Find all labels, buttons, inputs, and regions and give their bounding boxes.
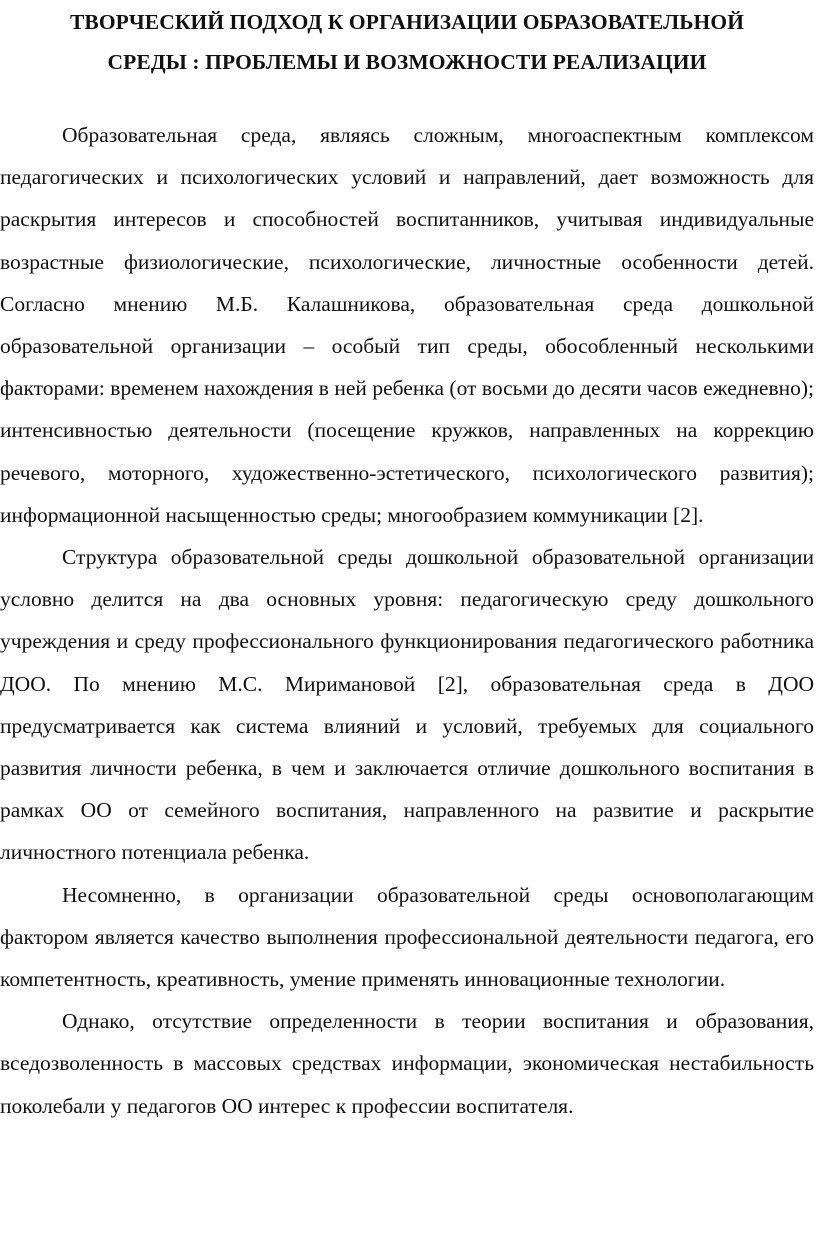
paragraph-1: Образовательная среда, являясь сложным, многоаспектным комплексом педагогических и психологических условий и направлений, дает возможность для раскрытия интересов и способностей воспитанников, учитывая индивидуальные возрастные физиологические, психологические, личностные особенности детей. Согласно мнению М.Б. Калашникова, образовательная среда дошкольной образовательной организации – особый тип среды, обособленный несколькими факторами: временем нахождения в ней ребенка (от восьми до десяти часов ежедневно); интенсивностью деятельности (посещение кружков, направленных на коррекцию речевого, моторного, художественно-эстетического, психологического развития); информационной насыщенностью среды; многообразием коммуникации [2]. [0, 123, 814, 527]
paragraph-3: Несомненно, в организации образовательной среды основополагающим фактором является качество выполнения профессиональной деятельности педагога, его компетентность, креативность, умение применять инновационные технологии. [0, 882, 814, 992]
paragraph-4: Однако, отсутствие определенности в теории воспитания и образования, вседозволенность в массовых средствах информации, экономическая нестабильность поколебали у педагогов ОО интерес к профессии воспитателя. [0, 1009, 814, 1118]
title-line-1: ТВОРЧЕСКИЙ ПОДХОД К ОРГАНИЗАЦИИ ОБРАЗОВАТЕЛЬНОЙ [69, 10, 745, 34]
document-title [0, 2, 814, 82]
title-line-2: СРЕДЫ : ПРОБЛЕМЫ И ВОЗМОЖНОСТИ РЕАЛИЗАЦИИ [107, 50, 707, 74]
document-body [0, 114, 814, 1127]
paragraph-2: Структура образовательной среды дошкольной образовательной организации условно делится на два основных уровня: педагогическую среду дошкольного учреждения и среду профессионального функционирования педагогического работника ДОО. По мнению М.С. Миримановой [2], образовательная среда в ДОО предусматривается как система влияний и условий, требуемых для социального развития личности ребенка, в чем и заключается отличие дошкольного воспитания в рамках ОО от семейного воспитания, направленного на развитие и раскрытие личностного потенциала ребенка. [0, 545, 814, 865]
